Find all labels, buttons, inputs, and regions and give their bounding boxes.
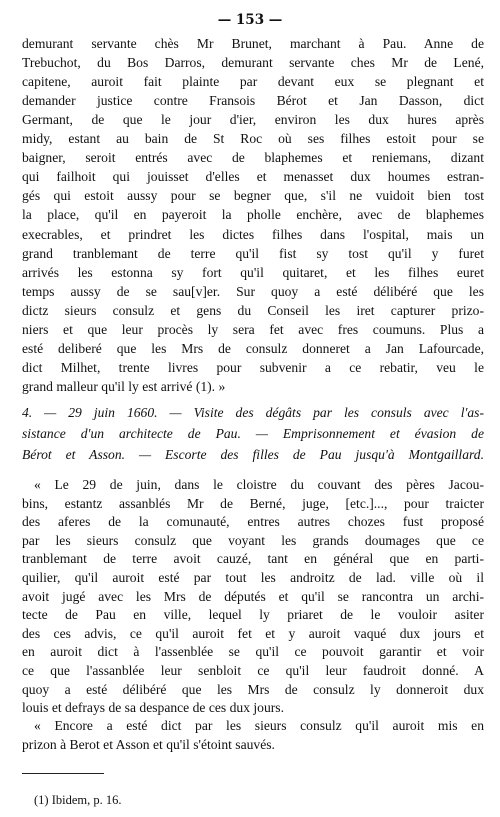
- paragraph-3-line: « Encore a esté dict par les sieurs consulz qu'il auroit mis en: [34, 718, 484, 733]
- paragraph-2-line: par les sieurs consulz que voyant les grands doumages que ce: [22, 532, 484, 548]
- paragraph-2-line: louis et defrays de sa despance de ces dux jours.: [22, 700, 284, 716]
- heading-line: 4. — 29 juin 1660. — Visite des dégâts par les consuls avec l'as-: [22, 405, 484, 420]
- paragraph-1-line: esté deliberé que les Mrs de consulz donneret a Jan Lafourcade,: [22, 340, 484, 356]
- paragraph-1-line: qui failhoit qui jouisset d'elles et menasset dux houmes estran-: [22, 169, 484, 185]
- paragraph-1-line: arrivés les estonna sy fort qu'il quitaret, et les filhes euret: [22, 264, 484, 280]
- paragraph-1-line: Germant, de que le jour d'ier, environ les dux hures après: [22, 112, 484, 128]
- heading-line: sistance d'un architecte de Pau. — Emprisonnement et évasion de: [22, 426, 484, 441]
- paragraph-2-line: des ces advis, ce qu'il auroit fet et y auroit vaqué dux jours et: [22, 625, 484, 641]
- paragraph-1-line: temps aussy de se sau[v]er. Sur quoy a esté délibéré que les: [22, 283, 484, 299]
- paragraph-2-line: ce que l'assanblée leur senbloit ce qu'il leur faudroit donné. A: [22, 663, 484, 678]
- paragraph-1-line: niers et que leur procès ly sera fet avec fres coumuns. Plus a: [22, 321, 484, 337]
- paragraph-1-line: dict Milhet, trente livres pour subvenir a ce rebatir, veu le: [22, 359, 484, 375]
- paragraph-1-line: Trebuchot, du Bos Darros, demurant servante ches Mr de Lené,: [22, 55, 484, 71]
- paragraph-3-line: prizon à Berot et Asson et qu'il s'étoint sauvés.: [22, 737, 275, 752]
- paragraph-1-line: grand malleur qu'il ly est arrivé (1). »: [22, 378, 226, 394]
- paragraph-1-line: midy, estant au bain de St Roc où ses filhes estoit pour se: [22, 131, 484, 147]
- paragraph-2-line: tecte de Pau en ville, lequel ly priaret de le vouloir asiter: [22, 607, 484, 623]
- paragraph-1-line: demander justice contre Fransois Bérot et Jan Dasson, dict: [22, 93, 484, 109]
- paragraph-2-line: tranblemant de terre avoit cauzé, tant en général que en parti-: [22, 551, 484, 567]
- paragraph-1-line: execrables, et prindret les dictes filhes dans l'ospital, mais un: [22, 226, 484, 242]
- paragraph-2-line: « Le 29 de juin, dans le cloistre du couvant des pères Jacou-: [34, 477, 484, 492]
- paragraph-2-line: bins, estantz assanblés Mr de Berné, juge, [etc.]..., pour traicter: [22, 495, 484, 511]
- paragraph-1-line: dictz sieurs consulz et gens du Conseil les iret capturer prizo-: [22, 302, 484, 318]
- page-number: — 153 —: [217, 12, 283, 28]
- paragraph-1-line: grand tranblemant de terre qu'il fist sy tost qu'il y furet: [22, 245, 484, 261]
- paragraph-1-line: gés qui estoit aussy pour se begner que, s'il ne vuidoit bien tost: [22, 188, 484, 204]
- paragraph-2-line: quoy a esté délibéré que les Mrs de consulz ly donneroit dux: [22, 681, 484, 697]
- paragraph-2-line: des aferes de la comunauté, entres autres chozes fust proposé: [22, 514, 484, 530]
- footnote: (1) Ibidem, p. 16.: [34, 793, 122, 807]
- heading-line: Bérot et Asson. — Escorte des filles de Pau jusqu'à Montgaillard.: [22, 447, 484, 462]
- paragraph-2-line: quilier, qu'il auroit esté par tout les androitz de lad. ville où il: [22, 570, 484, 585]
- paragraph-1-line: baigner, seroit entrés avec de blaphemes et reniemans, dizant: [22, 150, 484, 166]
- paragraph-1-line: la place, qu'il en payeroit la pholle enchère, avec de blaphemes: [22, 207, 484, 223]
- paragraph-2-line: en auroit dict à l'assenblée se qu'il ce pouvoit garantir et voir: [22, 644, 484, 660]
- footnote-rule: [22, 773, 104, 774]
- paragraph-1-line: demurant servante chès Mr Brunet, marchant à Pau. Anne de: [22, 36, 484, 51]
- paragraph-1-line: capitene, auroit fait plainte par devant eux se plegnant et: [22, 74, 484, 90]
- paragraph-2-line: avoit jugé avec les Mrs de députés et qu'il se rancontra un archi-: [22, 588, 484, 604]
